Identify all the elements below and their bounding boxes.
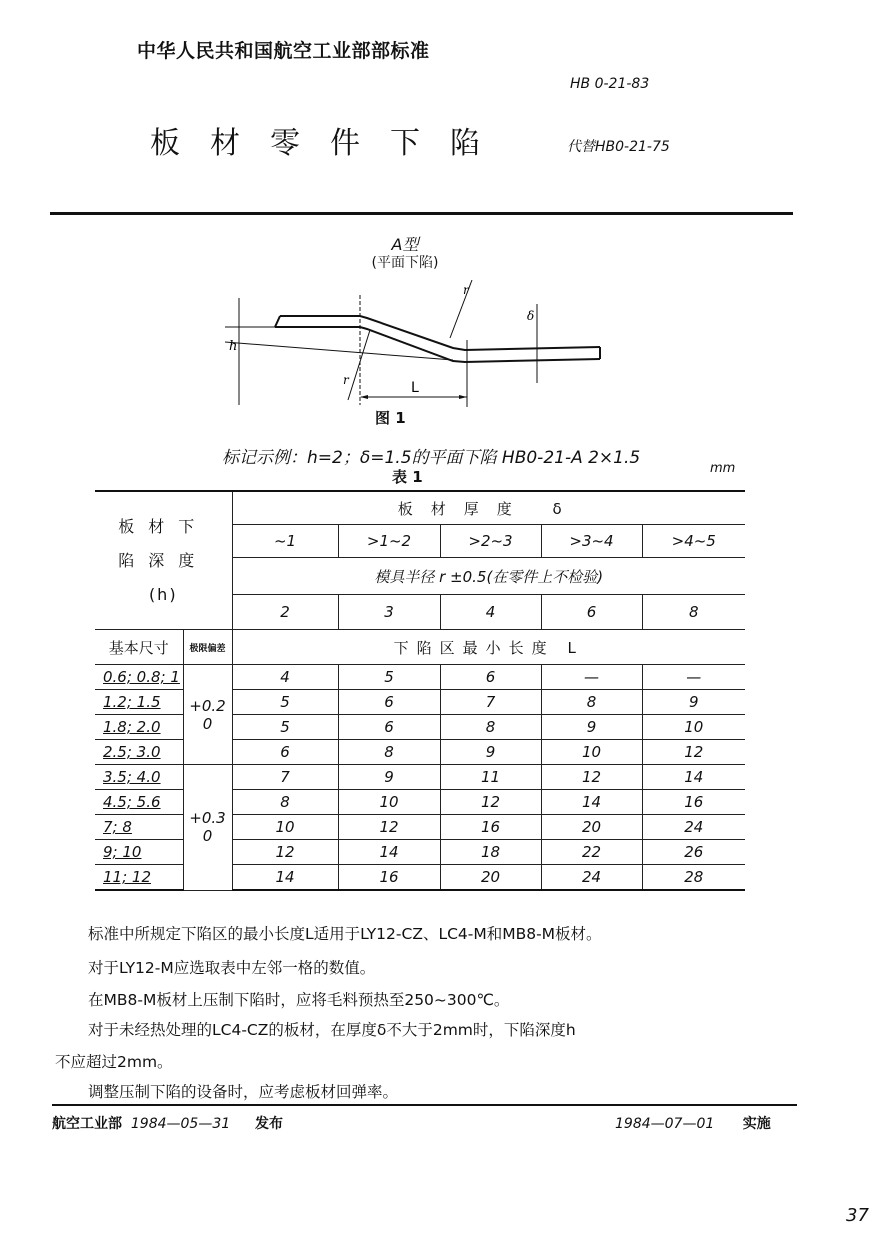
dim-r-bottom-label: r — [343, 373, 349, 387]
min-length-value: 9 — [541, 715, 642, 740]
min-length-value: 12 — [338, 815, 440, 840]
issuer: 航空工业部 — [52, 1116, 122, 1132]
effective-label: 实施 — [742, 1116, 771, 1132]
min-length-value: 12 — [642, 740, 745, 765]
basic-size: 2.5; 3.0 — [95, 740, 183, 765]
header-rule — [50, 212, 793, 215]
basic-size: 1.8; 2.0 — [95, 715, 183, 740]
issue-label: 发布 — [255, 1116, 284, 1132]
basic-size: 1.2; 1.5 — [95, 690, 183, 715]
min-length-value: 20 — [440, 865, 541, 891]
thickness-range: >2~3 — [440, 525, 541, 558]
thickness-range: ~1 — [232, 525, 338, 558]
min-length-value: 18 — [440, 840, 541, 865]
min-length-value: 24 — [541, 865, 642, 891]
die-radius: 6 — [541, 595, 642, 630]
tolerance-header: 极限偏差 — [183, 630, 232, 665]
basic-size: 9; 10 — [95, 840, 183, 865]
thickness-range: >3~4 — [541, 525, 642, 558]
tolerance-lower: 0 — [202, 827, 213, 846]
table-unit: mm — [710, 461, 736, 476]
min-length-value: 7 — [232, 765, 338, 790]
min-length-value: 14 — [541, 790, 642, 815]
min-length-value: 6 — [338, 715, 440, 740]
tolerance-upper: +0.2 — [189, 696, 226, 715]
effective-info — [615, 1113, 771, 1133]
min-length-value: 10 — [642, 715, 745, 740]
min-length-value: 12 — [541, 765, 642, 790]
min-length-value: 4 — [232, 665, 338, 690]
figure-type-subtitle: (平面下陷) — [371, 255, 439, 271]
marking-example: 标记示例：h=2；δ=1.5的平面下陷 HB0-21-A 2×1.5 — [222, 448, 641, 468]
basic-size: 4.5; 5.6 — [95, 790, 183, 815]
basic-size: 0.6; 0.8; 1 — [95, 665, 183, 690]
tolerance-cell — [183, 765, 232, 891]
min-length-value: 22 — [541, 840, 642, 865]
depth-label-line2: 陷深度 — [118, 550, 209, 570]
min-length-value: 6 — [338, 690, 440, 715]
note-paragraph: 对于未经热处理的LC4-CZ的板材，在厚度δ不大于2mm时，下陷深度h — [88, 1021, 576, 1039]
page-number: 37 — [846, 1205, 869, 1226]
min-length-value: 9 — [338, 765, 440, 790]
min-length-value: 6 — [232, 740, 338, 765]
min-length-value: 8 — [541, 690, 642, 715]
dim-h-label: h — [229, 339, 238, 354]
min-length-value: 24 — [642, 815, 745, 840]
min-length-value: 5 — [232, 690, 338, 715]
table-title: 表 1 — [392, 468, 423, 486]
dim-delta-label: δ — [527, 309, 535, 323]
depth-label-line1: 板材下 — [118, 516, 209, 536]
min-length-value: 5 — [338, 665, 440, 690]
min-length-value: 8 — [440, 715, 541, 740]
min-length-value: 5 — [232, 715, 338, 740]
min-length-value: — — [541, 665, 642, 690]
min-length-value: 16 — [338, 865, 440, 891]
replaces-standard: 代替HB0-21-75 — [567, 139, 670, 155]
min-length-value: 28 — [642, 865, 745, 891]
joggle-diagram — [225, 280, 615, 410]
die-radius-header: 模具半径 r ±0.5(在零件上不检验) — [232, 558, 745, 595]
min-length-value: 10 — [541, 740, 642, 765]
dim-r-top-label: r — [463, 283, 469, 297]
standard-code: HB 0-21-83 — [570, 76, 650, 92]
basic-size: 11; 12 — [95, 865, 183, 891]
basic-size-header: 基本尺寸 — [95, 630, 183, 665]
footer-rule — [52, 1104, 797, 1106]
depth-label-line3: (h) — [148, 584, 178, 604]
min-length-value: 8 — [338, 740, 440, 765]
thickness-range: >4~5 — [642, 525, 745, 558]
die-radius: 2 — [232, 595, 338, 630]
issue-date: 1984—05—31 — [130, 1116, 231, 1132]
joggle-length-table — [95, 490, 745, 891]
min-length-value: 8 — [232, 790, 338, 815]
dim-L-label: L — [411, 380, 419, 396]
min-length-value: 6 — [440, 665, 541, 690]
min-length-value: 12 — [440, 790, 541, 815]
min-length-value: 10 — [232, 815, 338, 840]
thickness-range: >1~2 — [338, 525, 440, 558]
note-paragraph: 在MB8-M板材上压制下陷时，应将毛料预热至250~300℃。 — [88, 991, 510, 1009]
basic-size: 3.5; 4.0 — [95, 765, 183, 790]
tolerance-cell — [183, 665, 232, 765]
figure-caption: 图 1 — [375, 409, 406, 427]
organization-title: 中华人民共和国航空工业部部标准 — [137, 40, 430, 62]
note-paragraph: 调整压制下陷的设备时，应考虑板材回弹率。 — [88, 1083, 399, 1101]
note-paragraph: 标准中所规定下陷区的最小长度L适用于LY12-CZ、LC4-M和MB8-M板材。 — [88, 925, 602, 943]
tolerance-upper: +0.3 — [189, 809, 226, 828]
min-length-header: 下陷区最小长度 L — [232, 630, 745, 665]
min-length-value: 9 — [642, 690, 745, 715]
min-length-value: 20 — [541, 815, 642, 840]
note-paragraph-continuation: 不应超过2mm。 — [55, 1053, 173, 1071]
thickness-header: 板材厚度 δ — [232, 491, 745, 525]
min-length-value: 26 — [642, 840, 745, 865]
document-title: 板材零件下陷 — [150, 126, 510, 161]
min-length-value: 16 — [440, 815, 541, 840]
min-length-value: 11 — [440, 765, 541, 790]
min-length-value: — — [642, 665, 745, 690]
issue-info — [52, 1113, 283, 1133]
min-length-value: 7 — [440, 690, 541, 715]
die-radius: 8 — [642, 595, 745, 630]
min-length-value: 16 — [642, 790, 745, 815]
tolerance-lower: 0 — [202, 714, 213, 733]
note-paragraph: 对于LY12-M应选取表中左邻一格的数值。 — [88, 959, 376, 977]
min-length-value: 14 — [642, 765, 745, 790]
die-radius: 3 — [338, 595, 440, 630]
depth-header-cell — [95, 491, 232, 630]
min-length-value: 14 — [232, 865, 338, 891]
min-length-value: 10 — [338, 790, 440, 815]
effective-date: 1984—07—01 — [615, 1116, 715, 1132]
min-length-value: 9 — [440, 740, 541, 765]
basic-size: 7; 8 — [95, 815, 183, 840]
die-radius: 4 — [440, 595, 541, 630]
min-length-value: 12 — [232, 840, 338, 865]
figure-type-label: A型 — [391, 235, 419, 254]
min-length-value: 14 — [338, 840, 440, 865]
